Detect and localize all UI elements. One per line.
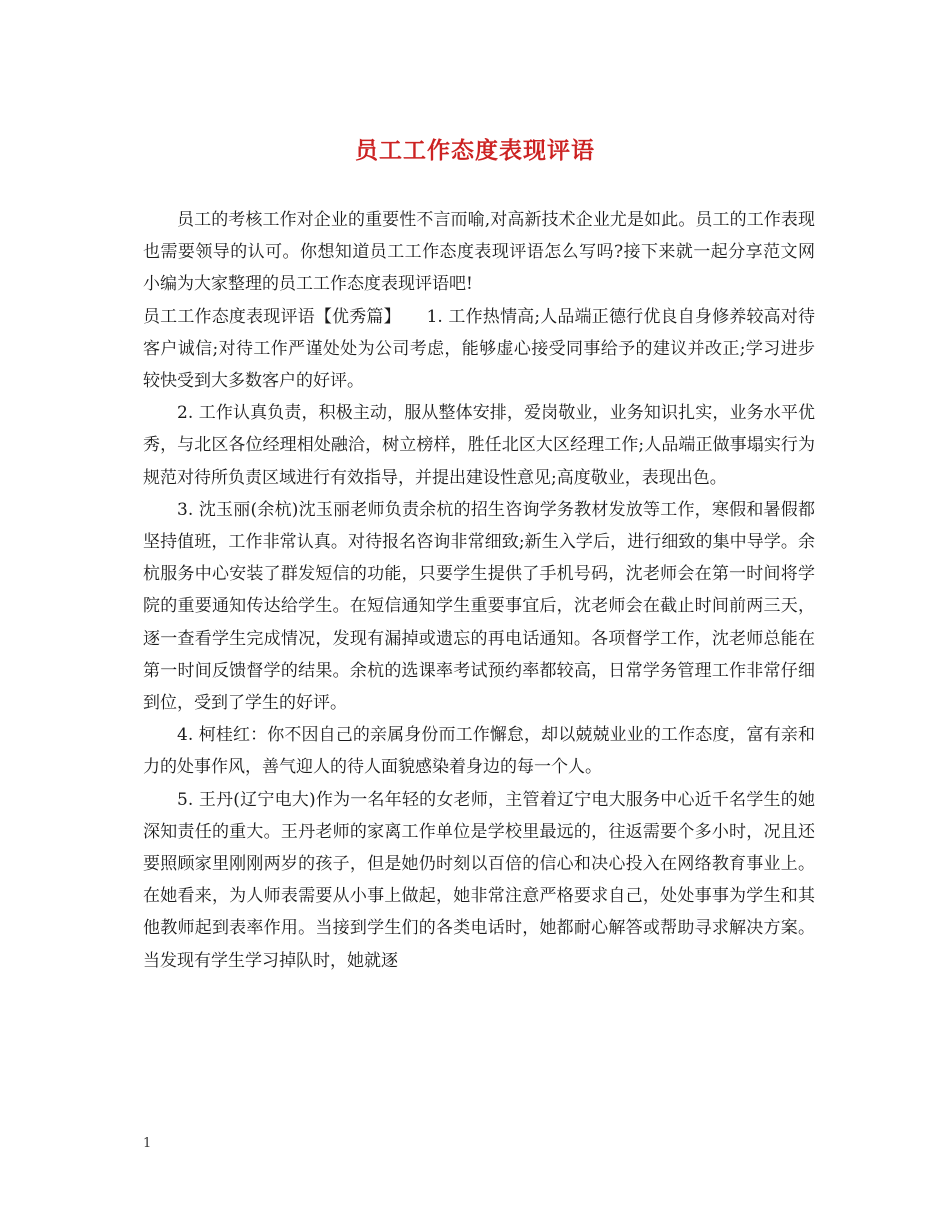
paragraph-item-5: 5. 王丹(辽宁电大)作为一名年轻的女老师，主管着辽宁电大服务中心近千名学生的她深知责任的重大。王丹老师的家离工作单位是学校里最远的，往返需要个多小时，况且还要照顾家里刚刚两岁的孩子，但是她仍时刻以百倍的信心和决心投入在网络教育事业上。在她看来，为人师表需要从小事上做起，她非常注意严格要求自己，处处事事为学生和其他教师起到表率作用。当接到学生们的各类电话时，她都耐心解答或帮助寻求解决方案。当发现有学生学习掉队时，她就逐 (143, 789, 815, 971)
paragraph-item-1: 员工工作态度表现评语【优秀篇】 1. 工作热情高;人品端正德行优良自身修养较高对待客户诚信;对待工作严谨处处为公司考虑，能够虚心接受同事给予的建议并改正;学习进步较快受到大多数客户的好评。 (143, 306, 815, 392)
page-number: 1 (143, 1136, 152, 1151)
document-body (143, 204, 815, 977)
paragraph-item-4: 4. 柯桂红：你不因自己的亲属身份而工作懈怠，却以兢兢业业的工作态度，富有亲和力的处事作风，善气迎人的待人面貌感染着身边的每一个人。 (143, 725, 815, 778)
document-title: 员工工作态度表现评语 (355, 137, 595, 164)
paragraph-intro: 员工的考核工作对企业的重要性不言而喻,对高新技术企业尤是如此。员工的工作表现也需要领导的认可。你想知道员工工作态度表现评语怎么写吗?接下来就一起分享范文网小编为大家整理的员工工作态度表现评语吧! (143, 210, 815, 295)
paragraph-item-2: 2. 工作认真负责，积极主动，服从整体安排，爱岗敬业，业务知识扎实，业务水平优秀，与北区各位经理相处融洽，树立榜样，胜任北区大区经理工作;人品端正做事塌实行为规范对待所负责区域进行有效指导，并提出建设性意见;高度敬业，表现出色。 (143, 403, 815, 488)
paragraph-item-3: 3. 沈玉丽(余杭)沈玉丽老师负责余杭的招生咨询学务教材发放等工作，寒假和暑假都坚持值班，工作非常认真。对待报名咨询非常细致;新生入学后，进行细致的集中导学。余杭服务中心安装了群发短信的功能，只要学生提供了手机号码，沈老师会在第一时间将学院的重要通知传达给学生。在短信通知学生重要事宜后，沈老师会在截止时间前两三天，逐一查看学生完成情况，发现有漏掉或遗忘的再电话通知。各项督学工作，沈老师总能在第一时间反馈督学的结果。余杭的选课率考试预约率都较高，日常学务管理工作非常仔细到位，受到了学生的好评。 (143, 499, 815, 714)
